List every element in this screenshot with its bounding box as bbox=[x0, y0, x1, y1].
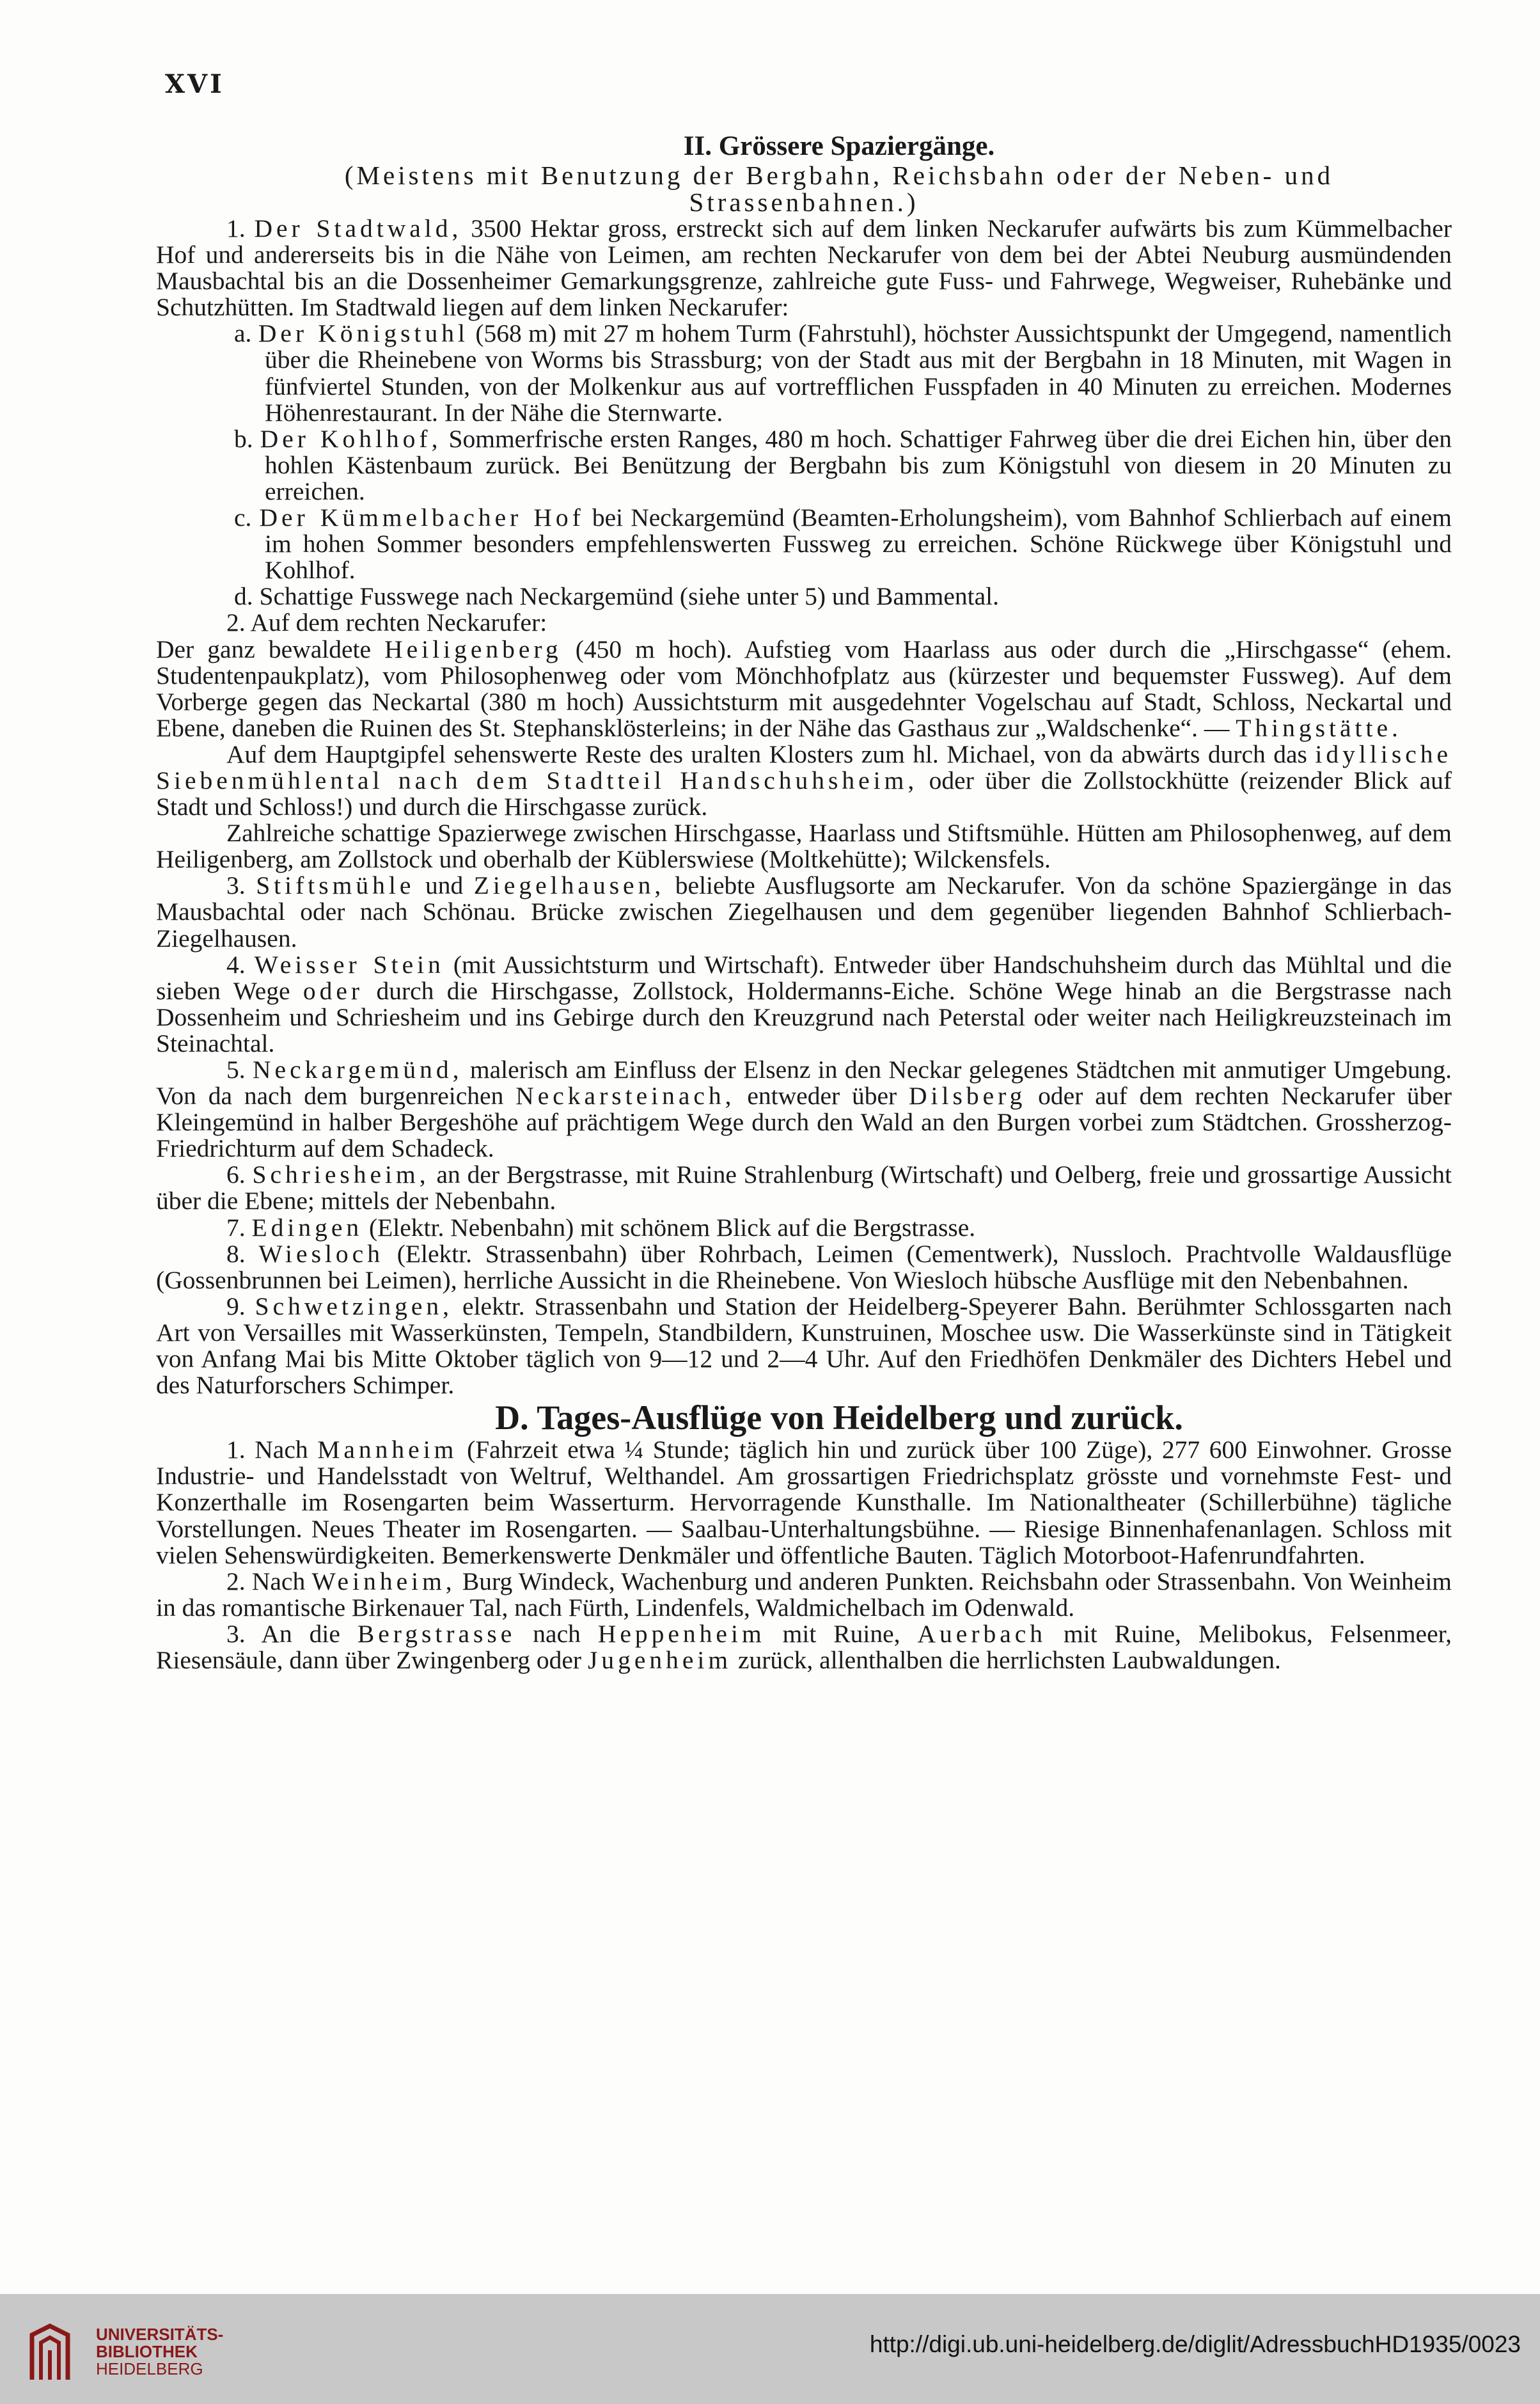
university-library-logo-icon bbox=[18, 2322, 82, 2386]
library-line-1: UNIVERSITÄTS- bbox=[96, 2325, 224, 2344]
footer-bar bbox=[0, 2294, 1540, 2404]
paragraph-9: 9. Schwetzingen, elektr. Strassenbahn und Station der Heidelberg-Speyerer Bahn. Berühmter Schlossgarten nach Art von Versailles mit Wasserkünsten, Tempeln, Standbildern, Kunstruinen, Moschee usw. Die Wasserkünste sind in Tätigkeit von Anfang Mai bis Mitte Oktober täglich von 9—12 und 2—4 Uhr. Auf den Friedhöfen Denkmäler des Dichters Hebel und des Naturforschers Schimper. bbox=[156, 1292, 1452, 1400]
paragraph-1: 1. Der Stadtwald, 3500 Hektar gross, erstreckt sich auf dem linken Neckarufer aufwärts bis zum Kümmelbacher Hof und andererseits bis in die Nähe von Leimen, am rechten Neckarufer von dem bei der Abtei Neuburg ausmündenden Mausbachtal bis an die Dossenheimer Gemarkungsgrenze, zahlreiche gute Fuss- und Fahrwege, Wegweiser, Ruhebänke und Schutzhütten. Im Stadtwald liegen auf dem linken Neckarufer: bbox=[156, 214, 1452, 322]
paragraph-6: 6. Schriesheim, an der Bergstrasse, mit Ruine Strahlenburg (Wirtschaft) und Oelberg, freie und grossartige Aussicht über die Ebene; mittels der Nebenbahn. bbox=[156, 1160, 1452, 1215]
source-url-link[interactable]: http://digi.ub.uni-heidelberg.de/diglit/AdressbuchHD1935/0023 bbox=[869, 2331, 1521, 2357]
paragraph-7: 7. Edingen (Elektr. Nebenbahn) mit schönem Blick auf die Bergstrasse. bbox=[226, 1213, 976, 1242]
paragraph-5: 5. Neckargemünd, malerisch am Einfluss der Elsenz in den Neckar gelegenes Städtchen mit anmutiger Umgebung. Von da nach dem burgenreichen Neckarsteinach, entweder über Dilsberg oder auf dem rechten Neckarufer über Kleingemünd in halber Bergeshöhe auf prächtigem Wege durch den Wald an den Burgen vorbei zum Städtchen. Grossherzog-Friedrichturm auf dem Schadeck. bbox=[156, 1056, 1452, 1163]
section-ii-subheading: (Meistens mit Benutzung der Bergbahn, Reichsbahn oder der Neben- und Strassenbahnen.) bbox=[344, 161, 1334, 217]
list-item-c: c. Der Kümmelbacher Hof bei Neckargemünd (Beamten-Erholungsheim), vom Bahnhof Schlierbach auf einem im hohen Sommer besonders empfehlenswerten Fussweg zu erreichen. Schöne Rückwege über Königstuhl und Kohlhof. bbox=[234, 503, 1452, 585]
page-body bbox=[156, 131, 1452, 1673]
paragraph-2-heading: 2. Auf dem rechten Neckarufer: bbox=[226, 608, 547, 637]
paragraph-2a: Der ganz bewaldete Heiligenberg (450 m hoch). Aufstieg vom Haarlass aus oder durch die „Hirschgasse“ (ehem. Studentenpaukplatz), vom Philosophenweg oder vom Mönchhofplatz aus (kürzester und bequemster Fussweg). Auf dem Vorberge gegen das Neckartal (380 m hoch) Aussichtsturm mit ausgedehnter Vogelschau auf Stadt, Schloss, Neckartal und Ebene, daneben die Ruinen des St. Stephansklösterleins; in der Nähe das Gasthaus zur „Waldschenke“. — Thingstätte. bbox=[156, 635, 1452, 742]
paragraph-2c: Zahlreiche schattige Spazierwege zwischen Hirschgasse, Haarlass und Stiftsmühle. Hütten am Philosophenweg, auf dem Heiligenberg, am Zollstock und oberhalb der Küblerswiese (Moltkehütte); Wilckensfels. bbox=[156, 819, 1452, 874]
d-paragraph-3: 3. An die Bergstrasse nach Heppenheim mit Ruine, Auerbach mit Ruine, Melibokus, Felsenmeer, Riesensäule, dann über Zwingenberg oder Jugenheim zurück, allenthalben die herrlichsten Laubwaldungen. bbox=[156, 1619, 1452, 1674]
d-paragraph-1: 1. Nach Mannheim (Fahrzeit etwa ¼ Stunde; täglich hin und zurück über 100 Züge), 277 600 Einwohner. Grosse Industrie- und Handelsstadt von Weltruf, Welthandel. Am grossartigen Friedrichsplatz grösste und vornehmste Fest- und Konzerthalle im Rosengarten beim Wasserturm. Hervorragende Kunsthalle. Im Nationaltheater (Schillerbühne) tägliche Vorstellungen. Neues Theater im Rosengarten. — Saalbau-Unterhaltungsbühne. — Riesige Binnenhafenanlagen. Schloss mit vielen Sehenswürdigkeiten. Bemerkenswerte Denkmäler und öffentliche Bauten. Täglich Motorboot-Hafenrundfahrten. bbox=[156, 1435, 1452, 1569]
library-line-3: HEIDELBERG bbox=[96, 2359, 203, 2378]
list-item-d: d. Schattige Fusswege nach Neckargemünd (siehe unter 5) und Bammental. bbox=[234, 582, 1000, 611]
paragraph-3: 3. Stiftsmühle und Ziegelhausen, beliebte Ausflugsorte am Neckarufer. Von da schöne Spaziergänge in das Mausbachtal oder nach Schönau. Brücke zwischen Ziegelhausen und dem gegenüber liegenden Bahnhof Schlierbach-Ziegelhausen. bbox=[156, 871, 1452, 953]
paragraph-4: 4. Weisser Stein (mit Aussichtsturm und Wirtschaft). Entweder über Handschuhsheim durch das Mühltal und die sieben Wege oder durch die Hirschgasse, Zollstock, Holdermanns-Eiche. Schöne Wege hinab an die Bergstrasse nach Dossenheim und Schriesheim und ins Gebirge durch den Kreuzgrund nach Peterstal oder weiter nach Heiligkreuzsteinach im Steinachtal. bbox=[156, 950, 1452, 1057]
section-d-heading: D. Tages-Ausflüge von Heidelberg und zurück. bbox=[495, 1398, 1183, 1437]
list-item-a: a. Der Königstuhl (568 m) mit 27 m hohem Turm (Fahrstuhl), höchster Aussichtspunkt der Umgegend, namentlich über die Rheinebene von Worms bis Strassburg; von der Stadt aus mit der Bergbahn in 18 Minuten, mit Wagen in fünfviertel Stunden, von der Molkenkur aus auf vortrefflichen Fusspfaden in 40 Minuten zu erreichen. Modernes Höhenrestaurant. In der Nähe die Sternwarte. bbox=[234, 319, 1452, 427]
paragraph-2b: Auf dem Hauptgipfel sehenswerte Reste des uralten Klosters zum hl. Michael, von da abwärts durch das idyllische Siebenmühlental nach dem Stadtteil Handschuhsheim, oder über die Zollstockhütte (reizender Blick auf Stadt und Schloss!) und durch die Hirschgasse zurück. bbox=[156, 739, 1452, 821]
paragraph-8: 8. Wiesloch (Elektr. Strassenbahn) über Rohrbach, Leimen (Cementwerk), Nussloch. Prachtvolle Waldausflüge (Gossenbrunnen bei Leimen), herrliche Aussicht in die Rheinebene. Von Wiesloch hübsche Ausflüge mit den Nebenbahnen. bbox=[156, 1239, 1452, 1294]
page-number: XVI bbox=[165, 69, 224, 99]
list-item-b: b. Der Kohlhof, Sommerfrische ersten Ranges, 480 m hoch. Schattiger Fahrweg über die drei Eichen hin, über den hohlen Kästenbaum zurück. Bei Benützung der Bergbahn bis zum Königstuhl von diesem in 20 Minuten zu erreichen. bbox=[234, 424, 1452, 505]
library-name bbox=[96, 2326, 223, 2378]
library-line-2: BIBLIOTHEK bbox=[96, 2342, 198, 2361]
d-paragraph-2: 2. Nach Weinheim, Burg Windeck, Wachenburg und anderen Punkten. Reichsbahn oder Strassenbahn. Von Weinheim in das romantische Birkenauer Tal, nach Fürth, Lindenfels, Waldmichelbach im Odenwald. bbox=[156, 1567, 1452, 1622]
section-ii-heading: II. Grössere Spaziergänge. bbox=[683, 131, 995, 161]
